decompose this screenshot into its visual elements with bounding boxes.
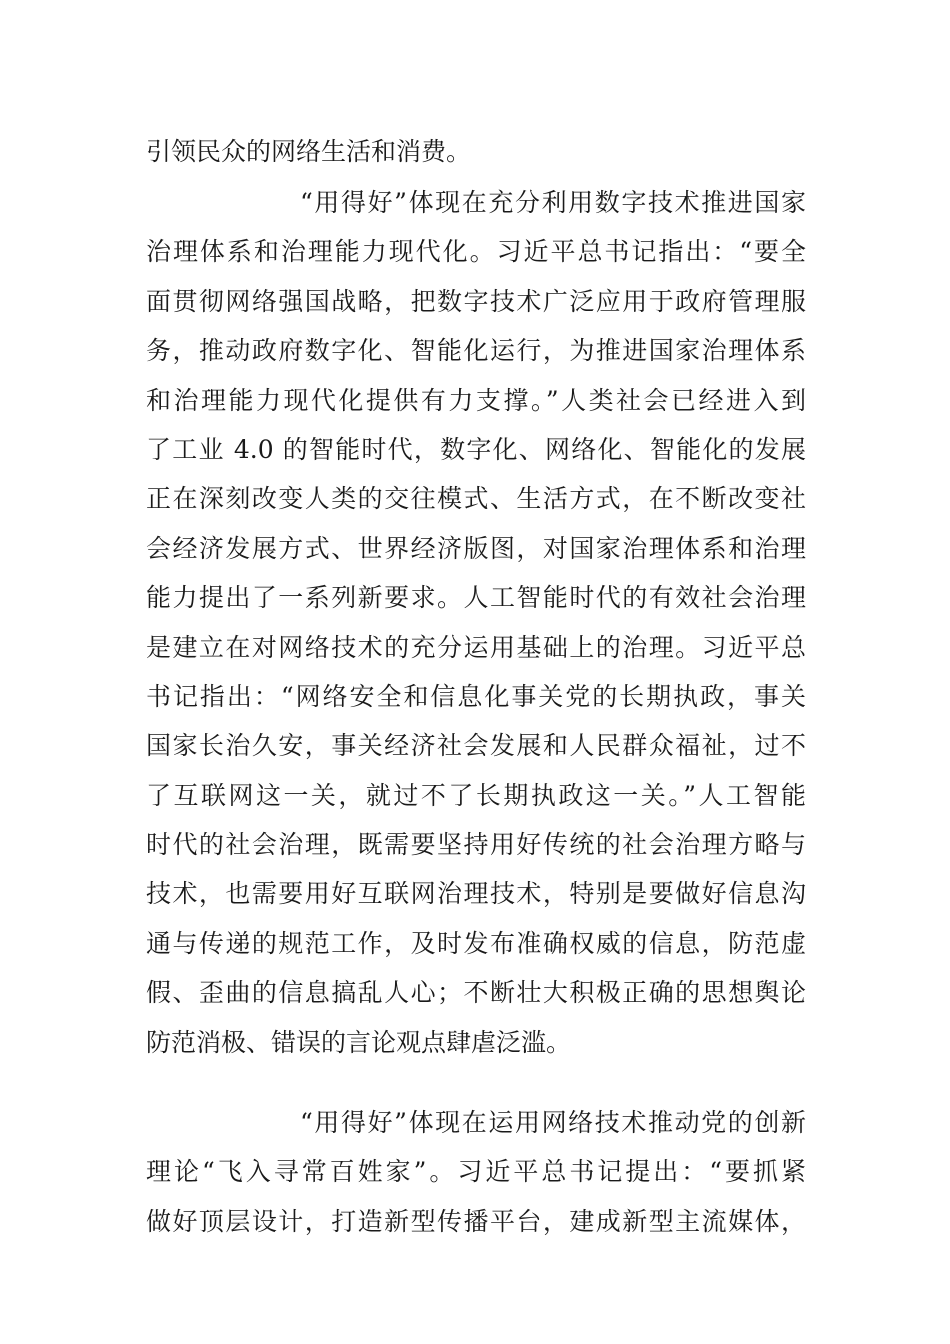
text-line: 引领民众的网络生活和消费。: [146, 137, 472, 166]
text-line: 面贯彻网络强国战略，把数字技术广泛应用于政府管理服: [146, 286, 806, 316]
text-line: 防范消极、错误的言论观点肆虐泛滥。: [146, 1027, 572, 1057]
text-line: “用得好”体现在运用网络技术推动党的创新: [300, 1108, 806, 1137]
paragraph-digital-governance: [146, 178, 806, 1067]
text-line: 正在深刻改变人类的交往模式、生活方式，在不断改变社: [146, 484, 806, 514]
text-line: 理论“飞入寻常百姓家”。习近平总书记提出：“要抓紧: [146, 1157, 806, 1187]
text-line: 做好顶层设计，打造新型传播平台，建成新型主流媒体，: [146, 1206, 806, 1236]
text-line: 了工业 4.0 的智能时代，数字化、网络化、智能化的发展: [146, 434, 806, 464]
text-line: 会经济发展方式、世界经济版图，对国家治理体系和治理: [146, 533, 806, 563]
text-line: 是建立在对网络技术的充分运用基础上的治理。习近平总: [146, 632, 806, 662]
paragraph-continuation: [146, 127, 806, 176]
text-line: 通与传递的规范工作，及时发布准确权威的信息，防范虚: [146, 928, 806, 958]
text-line: 治理体系和治理能力现代化。习近平总书记指出：“要全: [146, 237, 806, 267]
text-line: 能力提出了一系列新要求。人工智能时代的有效社会治理: [146, 583, 806, 613]
text-line: 假、歪曲的信息搞乱人心；不断壮大积极正确的思想舆论: [146, 978, 806, 1008]
text-line: 国家长治久安，事关经济社会发展和人民群众福祉，过不: [146, 731, 806, 761]
text-line: 务，推动政府数字化、智能化运行，为推进国家治理体系: [146, 336, 806, 366]
text-line: 了互联网这一关，就过不了长期执政这一关。”人工智能: [146, 780, 806, 810]
paragraph-innovation-theory: [146, 1098, 806, 1246]
text-line: 和治理能力现代化提供有力支撑。”人类社会已经进入到: [146, 385, 806, 415]
text-line: 技术，也需要用好互联网治理技术，特别是要做好信息沟: [146, 879, 806, 909]
text-line: “用得好”体现在充分利用数字技术推进国家: [300, 188, 806, 217]
text-line: 时代的社会治理，既需要坚持用好传统的社会治理方略与: [146, 830, 806, 860]
text-line: 书记指出：“网络安全和信息化事关党的长期执政，事关: [146, 681, 806, 711]
